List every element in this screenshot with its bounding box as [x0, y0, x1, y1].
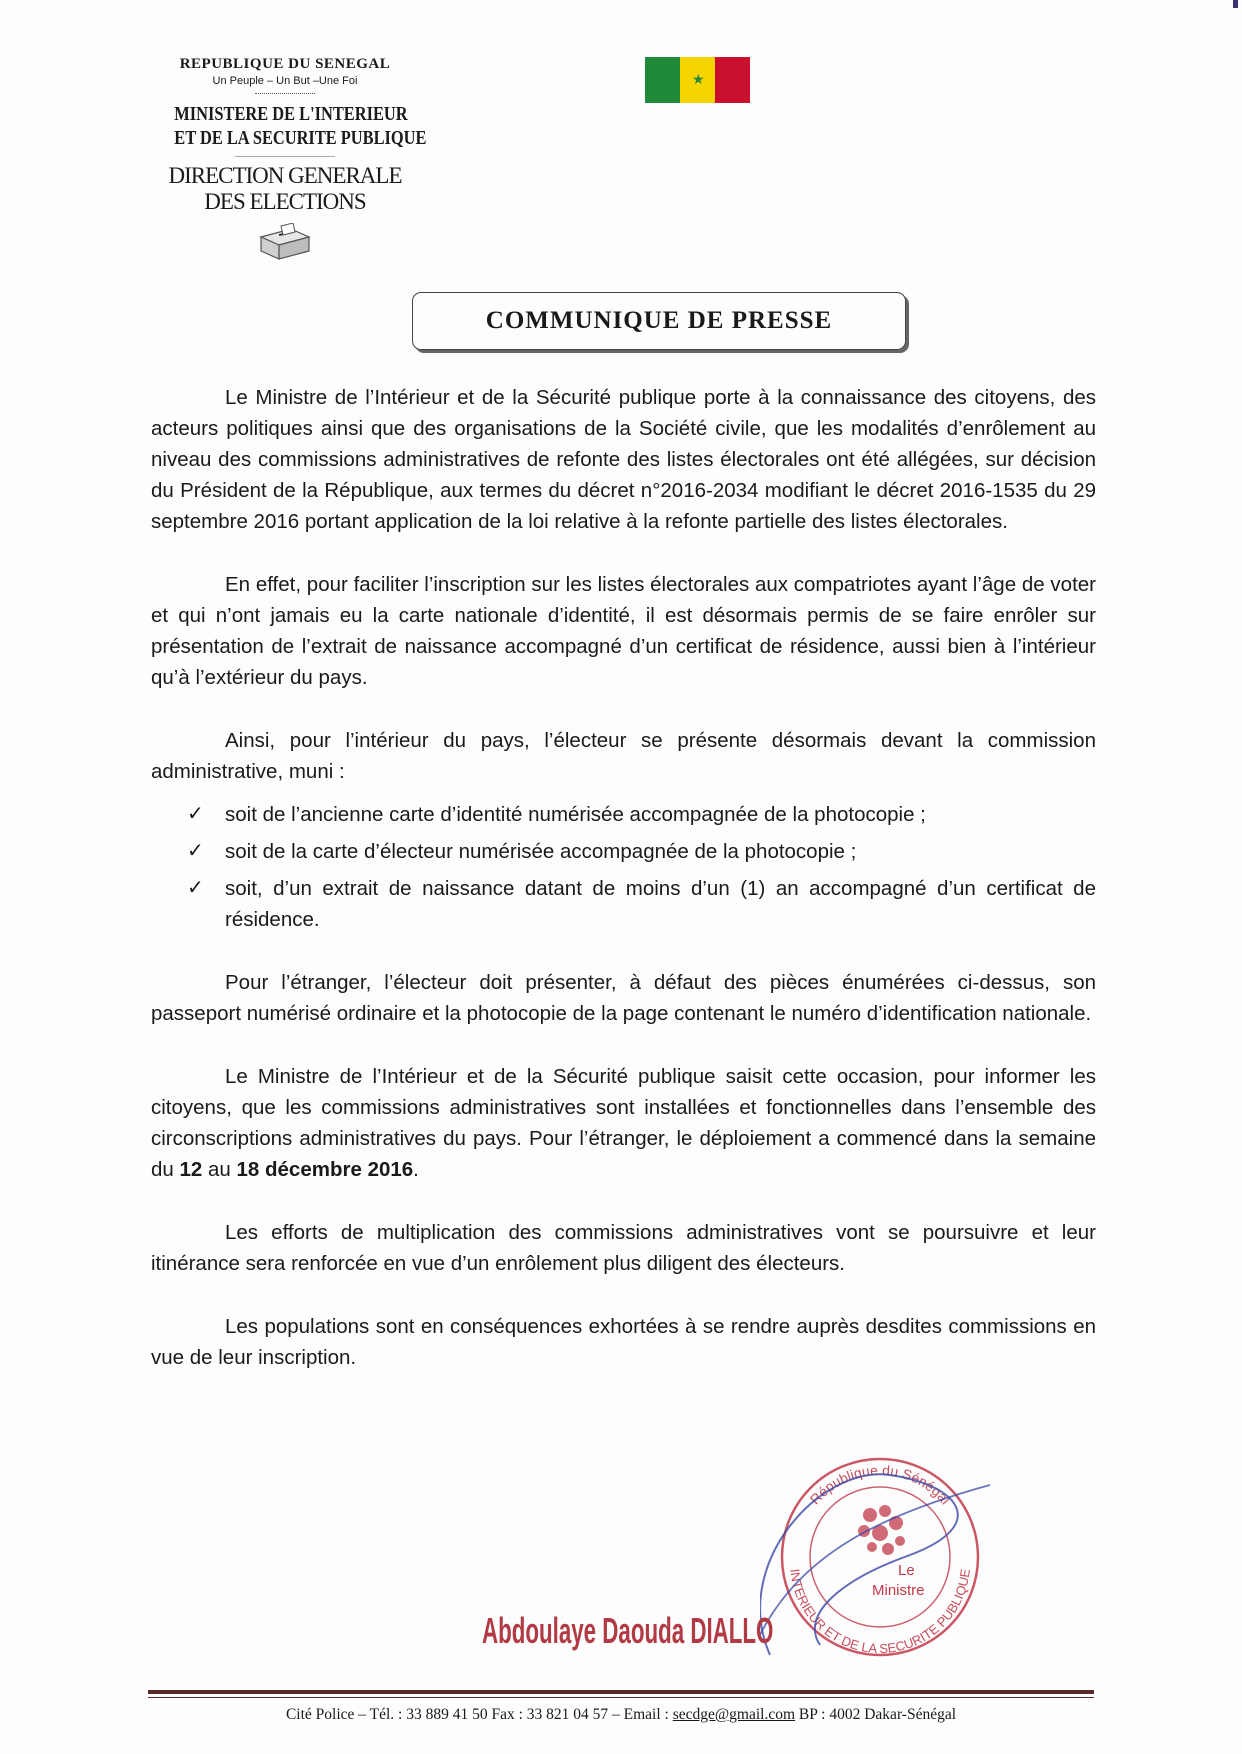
- check-icon: ✓: [187, 803, 204, 825]
- flag-red-band: [715, 57, 750, 103]
- footer-email-link[interactable]: secdge@gmail.com: [672, 1706, 796, 1723]
- official-stamp: [760, 1445, 1000, 1665]
- document-body: [151, 382, 1096, 1405]
- paragraph-deploiement: [151, 1061, 1096, 1185]
- footer-rule-thin: [148, 1697, 1094, 1698]
- national-motto: Un Peuple – Un But –Une Foi: [212, 75, 358, 87]
- date-middle: au: [202, 1158, 237, 1181]
- stamp-bottom-text: INTERIEUR ET DE LA SECURITE PUBLIQUE: [787, 1567, 973, 1657]
- footer-rule-thick: [148, 1690, 1094, 1694]
- stamp-top-text: République du Sénégal: [806, 1461, 954, 1508]
- paragraph-populations: Les populations sont en conséquences exhortées à se rendre auprès desdites commissions en vue de leur inscription.: [151, 1315, 1096, 1369]
- signatory-name: Abdoulaye Daouda DIALLO: [482, 1610, 774, 1651]
- check-icon: ✓: [187, 877, 204, 899]
- checklist-text: soit, d’un extrait de naissance datant de moins d’un (1) an accompagné d’un certificat de résidence.: [225, 877, 1096, 931]
- corner-mark: [1233, 0, 1238, 8]
- paragraph-intro: Le Ministre de l’Intérieur et de la Sécurité publique porte à la connaissance des citoyens, des acteurs politiques ainsi que des organisations de la Société civile, que les modalités d’enrôlement au niveau des commissions administratives de refonte des listes électorales ont été allégées, sur décision du Président de la République, aux termes du décret n°2016-2034 modifiant le décret 2016-1535 du 29 septembre 2016 portant application de la loi relative à la refonte partielle des listes électorales.: [151, 386, 1096, 533]
- stamp-emblem-icon: [858, 1505, 905, 1555]
- checklist-text: soit de la carte d’électeur numérisée accompagnée de la photocopie ;: [225, 840, 857, 863]
- checklist-item: [151, 799, 1096, 830]
- check-icon: ✓: [187, 840, 204, 862]
- senegal-flag: [645, 57, 750, 103]
- checklist-item: [151, 873, 1096, 935]
- document-title: COMMUNIQUE DE PRESSE: [485, 307, 833, 334]
- footer-suffix: BP : 4002 Dakar-Sénégal: [795, 1706, 957, 1723]
- direction-name-line2: DES ELECTIONS: [204, 189, 366, 214]
- header-separator-2: [235, 156, 335, 157]
- footer-prefix: Cité Police – Tél. : 33 889 41 50 Fax : 33 821 04 57 – Email :: [285, 1706, 673, 1723]
- paragraph-facilitation: En effet, pour faciliter l’inscription sur les listes électorales aux compatriotes ayant l’âge de voter et qui n’ont jamais eu la carte nationale d’identité, il est désormais permis de se faire enrôler sur présentation de l’extrait de naissance accompagné d’un certificat de résidence, aussi bien à l’intérieur qu’à l’extérieur du pays.: [151, 573, 1096, 689]
- footer-contact: [148, 1706, 1094, 1724]
- direction-name-line1: DIRECTION GENERALE: [168, 163, 402, 188]
- document-checklist: [151, 799, 1096, 935]
- stamp-label-le: Le: [898, 1562, 915, 1579]
- deploiement-suffix: .: [413, 1158, 419, 1181]
- title-box: [412, 292, 906, 350]
- paragraph-interieur: Ainsi, pour l’intérieur du pays, l’électeur se présente désormais devant la commission administrative, muni :: [151, 729, 1096, 783]
- checklist-item: [151, 836, 1096, 867]
- paragraph-efforts: Les efforts de multiplication des commissions administratives vont se poursuivre et leur itinérance sera renforcée en vue d’un enrôlement plus diligent des électeurs.: [151, 1221, 1096, 1275]
- date-end: 18 décembre 2016: [236, 1158, 414, 1181]
- republic-name: REPUBLIQUE DU SENEGAL: [179, 56, 391, 72]
- checklist-text: soit de l’ancienne carte d’identité numérisée accompagnée de la photocopie ;: [225, 803, 926, 826]
- stamp-label-ministre: Ministre: [872, 1582, 925, 1599]
- flag-green-band: [645, 57, 680, 103]
- ministry-name-line1: MINISTERE DE L'INTERIEUR: [174, 103, 408, 125]
- paragraph-etranger: Pour l’étranger, l’électeur doit présenter, à défaut des pièces énumérées ci-dessus, son passeport numérisé ordinaire et la photocopie de la page contenant le numéro d’identification nationale.: [151, 971, 1096, 1025]
- header-separator: [255, 93, 315, 94]
- deploiement-text: Le Ministre de l’Intérieur et de la Sécurité publique saisit cette occasion, pour informer les citoyens, que les commissions administratives sont installées et fonctionnelles dans l’ensemble des circonscriptions administratives du pays. Pour l’étranger, le déploiement a commencé dans la semaine du: [151, 1065, 1096, 1181]
- flag-star-icon: ★: [692, 71, 705, 87]
- ballot-box-icon: [255, 223, 315, 263]
- date-start: 12: [179, 1158, 203, 1181]
- ministry-name-line2: ET DE LA SECURITE PUBLIQUE: [174, 127, 427, 149]
- letterhead: [150, 56, 427, 263]
